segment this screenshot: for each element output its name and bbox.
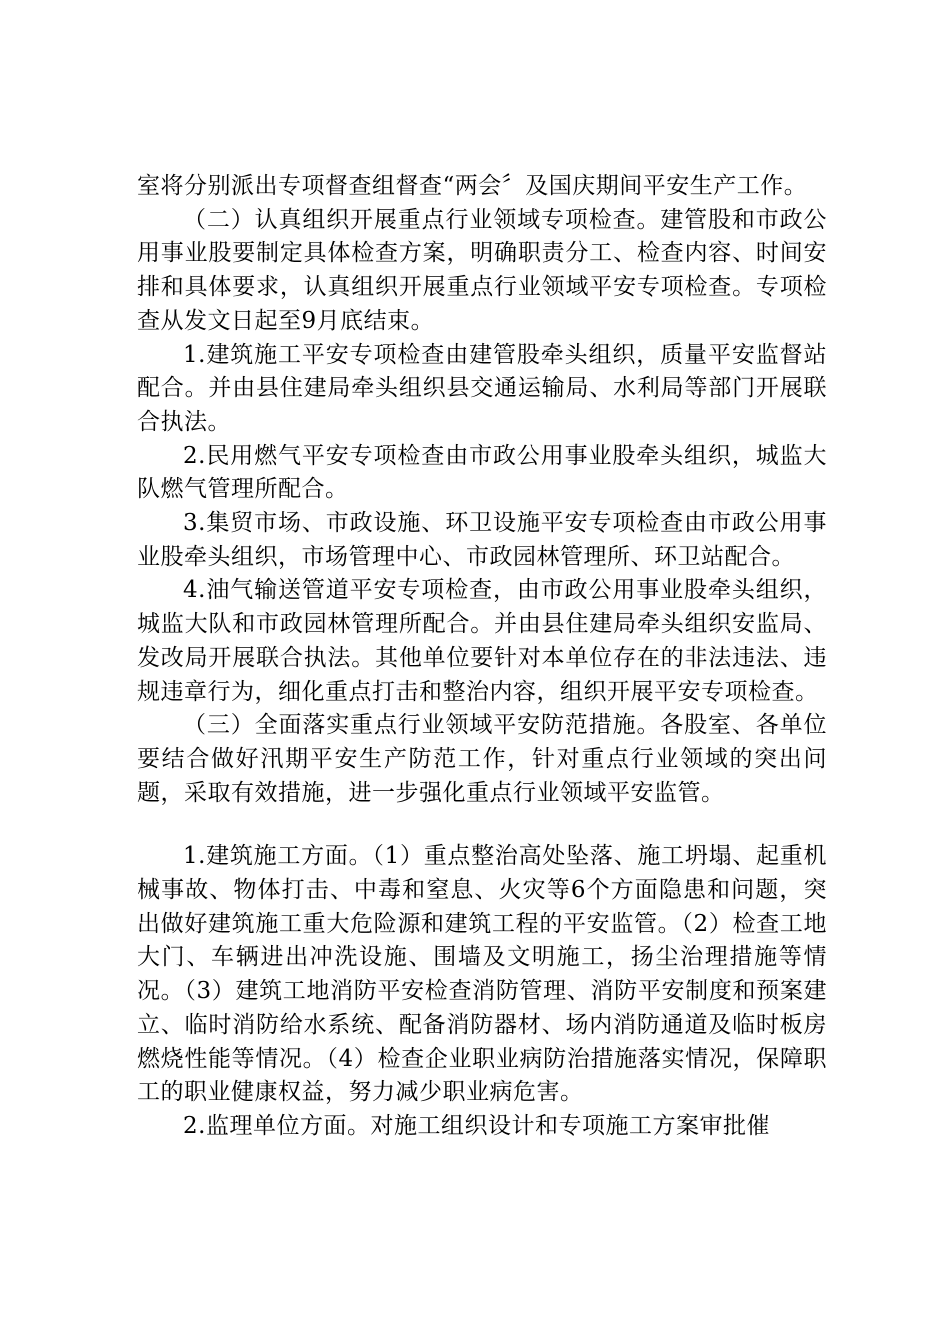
paragraph-section-two: （二）认真组织开展重点行业领域专项检查。建管股和市政公用事业股要制定具体检查方案，明确职责分工、检查内容、时间安排和具体要求，认真组织开展重点行业领域平安专项检查。专项检查从发文日起至9月底结束。 (137, 206, 827, 334)
paragraph-item-1-construction: 1.建筑施工平安专项检查由建管股牵头组织，质量平安监督站配合。并由县住建局牵头组织县交通运输局、水利局等部门开展联合执法。 (137, 341, 827, 435)
paragraph-section-three: （三）全面落实重点行业领域平安防范措施。各股室、各单位要结合做好汛期平安生产防范工作，针对重点行业领域的突出问题，采取有效措施，进一步强化重点行业领域平安监管。 (137, 712, 827, 806)
paragraph-continuation: 室将分别派出专项督查组督查“两会〞及国庆期间平安生产工作。 (137, 173, 808, 199)
paragraph-item-4-pipeline: 4.油气输送管道平安专项检查，由市政公用事业股牵头组织，城监大队和市政园林管理所配合。并由县住建局牵头组织安监局、发改局开展联合执法。其他单位要针对本单位存在的非法违法、违规违章行为，细化重点打击和整治内容，组织开展平安专项检查。 (137, 577, 827, 705)
paragraph-gap (137, 810, 827, 840)
paragraph-item-3-market: 3.集贸市场、市政设施、环卫设施平安专项检查由市政公用事业股牵头组织，市场管理中心、市政园林管理所、环卫站配合。 (137, 510, 827, 570)
paragraph-construction-measures: 1.建筑施工方面。（1）重点整治高处坠落、施工坍塌、起重机械事故、物体打击、中毒和窒息、火灾等6个方面隐患和问题，突出做好建筑施工重大危险源和建筑工程的平安监管。（2）检查工地大门、车辆进出冲洗设施、围墙及文明施工，扬尘治理措施等情况。（3）建筑工地消防平安检查消防管理、消防平安制度和预案建立、临时消防给水系统、配备消防器材、场内消防通道及临时板房燃烧性能等情况。（4）检查企业职业病防治措施落实情况，保障职工的职业健康权益，努力减少职业病危害。 (137, 843, 827, 1106)
document-body (137, 170, 827, 1144)
paragraph-supervision-measures: 2.监理单位方面。对施工组织设计和专项施工方案审批催 (183, 1112, 770, 1139)
paragraph-item-2-gas: 2.民用燃气平安专项检查由市政公用事业股牵头组织，城监大队燃气管理所配合。 (137, 442, 827, 503)
